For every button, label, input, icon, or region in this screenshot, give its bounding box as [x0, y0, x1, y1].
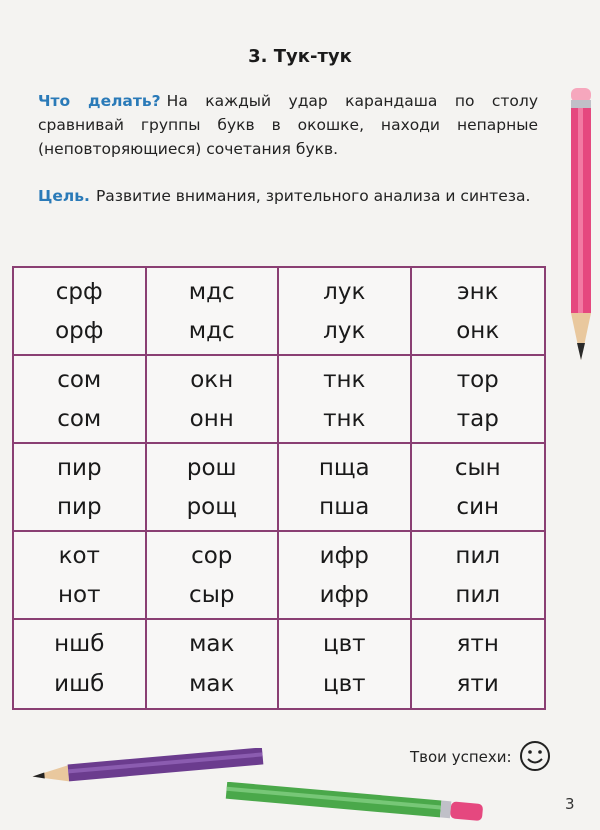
- instruction-label: Что делать?: [38, 92, 161, 110]
- grid-word: син: [456, 493, 500, 520]
- purple-pencil-icon: [28, 748, 278, 782]
- grid-cell: [412, 268, 545, 356]
- grid-cell: [147, 444, 280, 532]
- grid-word: пща: [318, 454, 370, 481]
- grid-word: мдс: [188, 278, 235, 305]
- grid-cell: [14, 532, 147, 620]
- grid-word: мак: [189, 631, 235, 657]
- grid-cell: [279, 444, 412, 532]
- grid-word: кот: [58, 542, 100, 569]
- grid-word: сом: [57, 366, 102, 393]
- instruction-text: На каждый удар карандаша по столу сравнивай группы букв в окошке, находи непарные (неповторяющиеся) сочетания букв.: [38, 92, 538, 158]
- grid-word: пир: [56, 454, 102, 481]
- grid-word: тнк: [323, 366, 366, 393]
- grid-cell: [279, 268, 412, 356]
- grid-word: сом: [57, 405, 102, 432]
- grid-word: ифр: [319, 581, 369, 608]
- grid-word: энк: [456, 278, 499, 305]
- grid-cell: [279, 620, 412, 708]
- grid-word: сын: [454, 454, 501, 481]
- grid-cell: [412, 532, 545, 620]
- grid-word: нот: [57, 581, 101, 608]
- grid-word: ифр: [319, 542, 369, 569]
- grid-word: рощ: [186, 493, 237, 520]
- grid-word: пил: [455, 542, 501, 569]
- green-pencil-icon: [222, 782, 512, 822]
- grid-word: тор: [456, 366, 499, 393]
- grid-word: мак: [189, 671, 235, 697]
- grid-cell: [147, 356, 280, 444]
- grid-cell: [14, 620, 147, 708]
- grid-word: тнк: [323, 405, 366, 432]
- page-number: 3: [565, 795, 575, 813]
- grid-cell: [279, 532, 412, 620]
- grid-word: цвт: [322, 631, 366, 657]
- page-title: 3. Тук-тук: [248, 46, 352, 67]
- grid-cell: [412, 620, 545, 708]
- grid-word: пша: [319, 493, 370, 520]
- grid-cell: [147, 532, 280, 620]
- grid-cell: [14, 356, 147, 444]
- grid-word: яти: [456, 671, 499, 697]
- grid-cell: [412, 356, 545, 444]
- grid-word: ятн: [456, 631, 499, 657]
- goal-paragraph: [38, 184, 538, 208]
- smiley-icon: [519, 740, 551, 772]
- grid-word: онк: [456, 317, 500, 344]
- grid-word: ишб: [54, 671, 105, 697]
- grid-word: сыр: [189, 581, 235, 608]
- grid-cell: [147, 268, 280, 356]
- goal-text: Развитие внимания, зрительного анализа и синтеза.: [95, 187, 531, 205]
- grid-cell: [279, 356, 412, 444]
- grid-word: лук: [323, 278, 366, 305]
- grid-word: окн: [190, 366, 234, 393]
- success-label: Твои успехи:: [410, 748, 512, 766]
- grid-word: онн: [189, 405, 234, 432]
- instruction-paragraph: [38, 89, 538, 161]
- grid-cell: [412, 444, 545, 532]
- grid-word: ншб: [54, 631, 105, 657]
- grid-word: срф: [55, 278, 103, 305]
- grid-word: пил: [455, 581, 501, 608]
- grid-word: пир: [56, 493, 102, 520]
- grid-word: лук: [323, 317, 366, 344]
- grid-cell: [14, 268, 147, 356]
- grid-word: рош: [186, 454, 237, 481]
- grid-word: цвт: [322, 671, 366, 697]
- grid-word: сор: [191, 542, 233, 569]
- grid-cell: [14, 444, 147, 532]
- pink-pencil-icon: [566, 88, 596, 373]
- grid-word: орф: [55, 317, 104, 344]
- grid-cell: [147, 620, 280, 708]
- letter-grid: [12, 266, 546, 710]
- grid-word: тар: [456, 405, 499, 432]
- grid-word: мдс: [188, 317, 235, 344]
- goal-label: Цель.: [38, 187, 90, 205]
